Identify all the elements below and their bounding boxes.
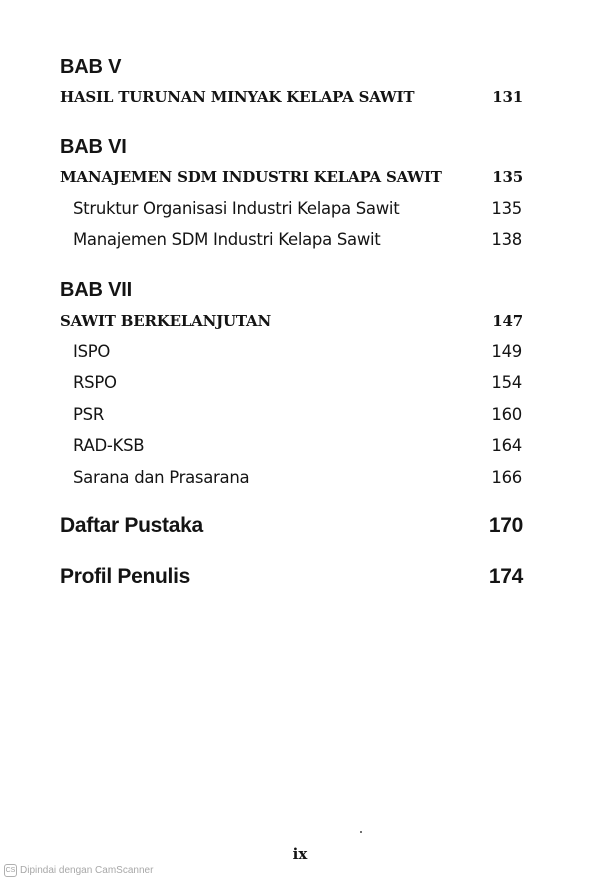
section-page: 154 [491,373,522,392]
section-title: Sarana dan Prasarana [73,468,250,487]
section-page: 164 [491,436,522,455]
section-page: 160 [491,405,522,424]
section-entry [73,436,522,455]
chapter-title: SAWIT BERKELANJUTAN [60,312,271,330]
camscanner-icon: CS [4,864,17,877]
chapter-title: MANAJEMEN SDM INDUSTRI KELAPA SAWIT [60,168,442,186]
section-entry [73,342,522,361]
back-matter-entry [60,565,523,589]
section-title: RSPO [73,373,117,392]
scanner-watermark-text: Dipindai dengan CamScanner [20,865,154,876]
back-matter-title: Profil Penulis [60,565,190,588]
back-matter-page: 174 [488,565,523,588]
section-page: 149 [491,342,522,361]
section-entry [73,373,522,392]
back-matter-title: Daftar Pustaka [60,514,203,537]
section-entry [73,230,522,249]
chapter-entry [60,168,523,186]
chapter-page: 131 [492,88,523,106]
chapter-title: HASIL TURUNAN MINYAK KELAPA SAWIT [60,88,415,106]
section-entry [73,199,522,218]
section-entry [73,405,522,424]
section-page: 138 [491,230,522,249]
section-title: PSR [73,405,104,424]
back-matter-entry [60,514,523,538]
chapter-page: 135 [492,168,523,186]
section-page: 166 [491,468,522,487]
chapter-label: BAB VI [60,136,127,158]
chapter-entry [60,88,523,106]
section-title: Manajemen SDM Industri Kelapa Sawit [73,230,381,249]
section-entry [73,468,522,487]
page-number: ix [292,845,308,863]
section-title: Struktur Organisasi Industri Kelapa Sawit [73,199,400,218]
chapter-label: BAB V [60,56,122,78]
chapter-entry [60,312,523,330]
section-title: ISPO [73,342,111,361]
back-matter-page: 170 [488,514,523,537]
chapter-page: 147 [492,312,523,330]
speck-mark [360,831,362,833]
section-title: RAD-KSB [73,436,145,455]
section-page: 135 [491,199,522,218]
scanner-watermark [4,864,153,877]
chapter-label: BAB VII [60,279,132,301]
